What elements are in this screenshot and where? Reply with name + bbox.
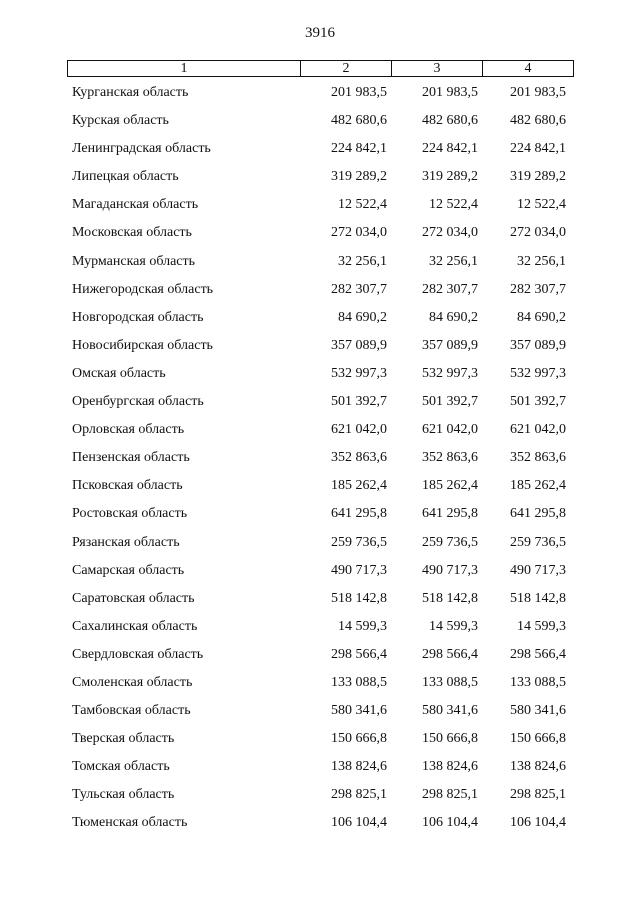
value-col-2: 641 295,8 bbox=[331, 506, 387, 522]
value-col-3: 518 142,8 bbox=[422, 590, 478, 606]
value-col-4: 641 295,8 bbox=[510, 506, 566, 522]
value-col-2: 185 262,4 bbox=[331, 478, 387, 494]
value-col-4: 272 034,0 bbox=[510, 225, 566, 241]
region-name: Ростовская область bbox=[72, 506, 188, 522]
region-name: Магаданская область bbox=[72, 197, 199, 213]
value-col-3: 32 256,1 bbox=[429, 253, 478, 269]
value-col-3: 298 566,4 bbox=[422, 646, 478, 662]
column-header-4: 4 bbox=[483, 61, 574, 77]
value-col-3: 532 997,3 bbox=[422, 365, 478, 381]
value-col-2: 106 104,4 bbox=[331, 815, 387, 831]
table-row bbox=[0, 281, 640, 309]
region-name: Ленинградская область bbox=[72, 141, 211, 157]
region-name: Новосибирская область bbox=[72, 337, 213, 353]
value-col-4: 282 307,7 bbox=[510, 281, 566, 297]
value-col-3: 621 042,0 bbox=[422, 422, 478, 438]
table-row bbox=[0, 702, 640, 730]
value-col-3: 490 717,3 bbox=[422, 562, 478, 578]
value-col-3: 352 863,6 bbox=[422, 450, 478, 466]
region-name: Самарская область bbox=[72, 562, 185, 578]
table-row bbox=[0, 168, 640, 196]
table-row bbox=[0, 590, 640, 618]
table-row bbox=[0, 758, 640, 786]
value-col-2: 501 392,7 bbox=[331, 394, 387, 410]
value-col-2: 133 088,5 bbox=[331, 674, 387, 690]
value-col-4: 201 983,5 bbox=[510, 85, 566, 100]
table-row bbox=[0, 786, 640, 814]
value-col-3: 580 341,6 bbox=[422, 703, 478, 719]
region-name: Оренбургская область bbox=[72, 394, 204, 410]
region-name: Орловская область bbox=[72, 422, 185, 438]
table-row bbox=[0, 814, 640, 842]
value-col-2: 518 142,8 bbox=[331, 590, 387, 606]
region-name: Мурманская область bbox=[72, 253, 196, 269]
value-col-2: 490 717,3 bbox=[331, 562, 387, 578]
table-row bbox=[0, 365, 640, 393]
table-row bbox=[0, 674, 640, 702]
page-number: 3916 bbox=[305, 25, 335, 41]
value-col-2: 138 824,6 bbox=[331, 759, 387, 775]
table-row bbox=[0, 618, 640, 646]
table-row bbox=[0, 449, 640, 477]
value-col-4: 12 522,4 bbox=[517, 197, 566, 213]
value-col-3: 185 262,4 bbox=[422, 478, 478, 494]
region-name: Саратовская область bbox=[72, 590, 195, 606]
region-table-body bbox=[0, 84, 640, 843]
region-name: Нижегородская область bbox=[72, 281, 214, 297]
region-name: Смоленская область bbox=[72, 674, 193, 690]
value-col-2: 84 690,2 bbox=[338, 309, 387, 325]
value-col-4: 32 256,1 bbox=[517, 253, 566, 269]
value-col-4: 298 566,4 bbox=[510, 646, 566, 662]
value-col-4: 259 736,5 bbox=[510, 534, 566, 550]
value-col-3: 259 736,5 bbox=[422, 534, 478, 550]
region-name: Пензенская область bbox=[72, 450, 190, 466]
table-row bbox=[0, 337, 640, 365]
value-col-3: 319 289,2 bbox=[422, 169, 478, 185]
table-row bbox=[0, 253, 640, 281]
value-col-4: 319 289,2 bbox=[510, 169, 566, 185]
value-col-4: 621 042,0 bbox=[510, 422, 566, 438]
table-row bbox=[0, 646, 640, 674]
table-row bbox=[0, 309, 640, 337]
value-col-4: 14 599,3 bbox=[517, 618, 566, 634]
value-col-3: 133 088,5 bbox=[422, 674, 478, 690]
region-name: Курганская область bbox=[72, 85, 189, 100]
region-name: Курская область bbox=[72, 113, 169, 129]
value-col-3: 150 666,8 bbox=[422, 731, 478, 747]
value-col-2: 532 997,3 bbox=[331, 365, 387, 381]
value-col-3: 12 522,4 bbox=[429, 197, 478, 213]
column-header-2: 2 bbox=[301, 61, 392, 77]
value-col-3: 84 690,2 bbox=[429, 309, 478, 325]
region-name: Липецкая область bbox=[72, 169, 179, 185]
value-col-2: 282 307,7 bbox=[331, 281, 387, 297]
column-header-1: 1 bbox=[68, 61, 301, 77]
value-col-3: 357 089,9 bbox=[422, 337, 478, 353]
value-col-3: 201 983,5 bbox=[422, 85, 478, 100]
region-name: Московская область bbox=[72, 225, 192, 241]
table-row bbox=[0, 562, 640, 590]
value-col-2: 298 566,4 bbox=[331, 646, 387, 662]
value-col-3: 298 825,1 bbox=[422, 787, 478, 803]
value-col-3: 482 680,6 bbox=[422, 113, 478, 129]
region-name: Новгородская область bbox=[72, 309, 204, 325]
value-col-4: 482 680,6 bbox=[510, 113, 566, 129]
value-col-2: 352 863,6 bbox=[331, 450, 387, 466]
value-col-2: 357 089,9 bbox=[331, 337, 387, 353]
value-col-3: 501 392,7 bbox=[422, 394, 478, 410]
value-col-4: 224 842,1 bbox=[510, 141, 566, 157]
value-col-4: 352 863,6 bbox=[510, 450, 566, 466]
region-name: Омская область bbox=[72, 365, 166, 381]
value-col-3: 14 599,3 bbox=[429, 618, 478, 634]
table-row bbox=[0, 393, 640, 421]
value-col-2: 259 736,5 bbox=[331, 534, 387, 550]
table-row bbox=[0, 112, 640, 140]
value-col-2: 272 034,0 bbox=[331, 225, 387, 241]
region-name: Тамбовская область bbox=[72, 703, 191, 719]
value-col-4: 532 997,3 bbox=[510, 365, 566, 381]
region-name: Свердловская область bbox=[72, 646, 204, 662]
table-row bbox=[0, 505, 640, 533]
value-col-4: 84 690,2 bbox=[517, 309, 566, 325]
table-row bbox=[0, 534, 640, 562]
column-header-3: 3 bbox=[392, 61, 483, 77]
table-row bbox=[0, 730, 640, 758]
value-col-2: 32 256,1 bbox=[338, 253, 387, 269]
column-header-table bbox=[67, 60, 574, 77]
value-col-2: 201 983,5 bbox=[331, 85, 387, 100]
region-name: Рязанская область bbox=[72, 534, 180, 550]
value-col-2: 482 680,6 bbox=[331, 113, 387, 129]
value-col-3: 272 034,0 bbox=[422, 225, 478, 241]
value-col-2: 150 666,8 bbox=[331, 731, 387, 747]
value-col-2: 14 599,3 bbox=[338, 618, 387, 634]
region-name: Тульская область bbox=[72, 787, 175, 803]
region-name: Тверская область bbox=[72, 731, 175, 747]
value-col-4: 106 104,4 bbox=[510, 815, 566, 831]
value-col-4: 490 717,3 bbox=[510, 562, 566, 578]
value-col-3: 641 295,8 bbox=[422, 506, 478, 522]
value-col-2: 580 341,6 bbox=[331, 703, 387, 719]
region-name: Томская область bbox=[72, 759, 170, 775]
table-row bbox=[0, 224, 640, 252]
value-col-4: 298 825,1 bbox=[510, 787, 566, 803]
value-col-2: 12 522,4 bbox=[338, 197, 387, 213]
value-col-3: 224 842,1 bbox=[422, 141, 478, 157]
value-col-4: 185 262,4 bbox=[510, 478, 566, 494]
value-col-2: 224 842,1 bbox=[331, 141, 387, 157]
table-row bbox=[0, 84, 640, 112]
table-row bbox=[0, 196, 640, 224]
value-col-3: 282 307,7 bbox=[422, 281, 478, 297]
region-name: Псковская область bbox=[72, 478, 183, 494]
value-col-4: 357 089,9 bbox=[510, 337, 566, 353]
value-col-4: 501 392,7 bbox=[510, 394, 566, 410]
value-col-3: 106 104,4 bbox=[422, 815, 478, 831]
table-row bbox=[0, 140, 640, 168]
value-col-2: 319 289,2 bbox=[331, 169, 387, 185]
value-col-4: 580 341,6 bbox=[510, 703, 566, 719]
value-col-4: 518 142,8 bbox=[510, 590, 566, 606]
value-col-4: 138 824,6 bbox=[510, 759, 566, 775]
column-header-row bbox=[68, 61, 574, 77]
value-col-2: 621 042,0 bbox=[331, 422, 387, 438]
table-row bbox=[0, 421, 640, 449]
value-col-4: 133 088,5 bbox=[510, 674, 566, 690]
region-name: Сахалинская область bbox=[72, 618, 198, 634]
region-name: Тюменская область bbox=[72, 815, 188, 831]
table-row bbox=[0, 477, 640, 505]
value-col-2: 298 825,1 bbox=[331, 787, 387, 803]
value-col-3: 138 824,6 bbox=[422, 759, 478, 775]
value-col-4: 150 666,8 bbox=[510, 731, 566, 747]
